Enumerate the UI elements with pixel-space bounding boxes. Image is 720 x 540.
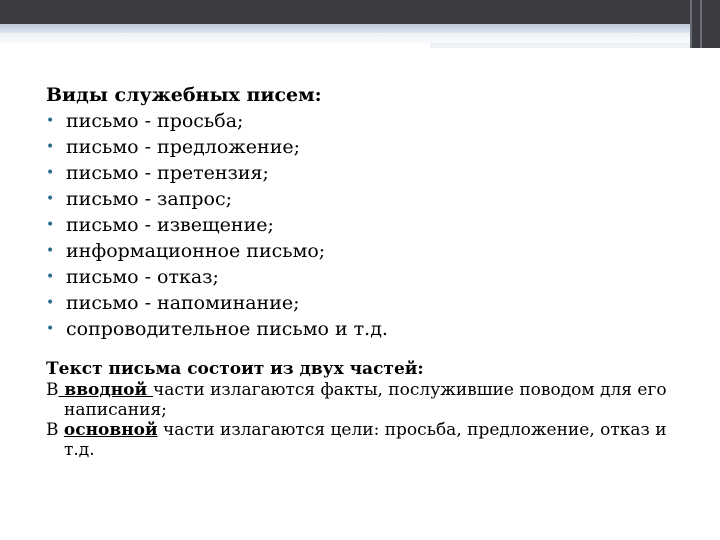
bullet-icon: • bbox=[46, 321, 55, 337]
bullet-icon: • bbox=[46, 191, 55, 207]
bullet-icon: • bbox=[46, 113, 55, 129]
intro-term: вводной bbox=[58, 380, 154, 400]
list-item-text: письмо - просьба; bbox=[66, 110, 244, 132]
bullet-icon: • bbox=[46, 295, 55, 311]
list-item-text: письмо - отказ; bbox=[66, 266, 219, 288]
header-stripe bbox=[0, 24, 720, 33]
list-item bbox=[46, 238, 696, 264]
letter-types-heading: Виды служебных писем: bbox=[46, 84, 322, 106]
intro-prefix: В bbox=[46, 380, 59, 400]
list-item bbox=[46, 212, 696, 238]
list-item-text: письмо - предложение; bbox=[66, 136, 301, 158]
main-term: основной bbox=[63, 420, 158, 440]
slide-content bbox=[46, 82, 696, 460]
list-item-text: письмо - претензия; bbox=[66, 162, 269, 184]
corner-decoration bbox=[690, 0, 720, 48]
bullet-icon: • bbox=[46, 243, 55, 259]
intro-text: части излагаются факты, послужившие поводом для его написания; bbox=[64, 380, 667, 420]
list-item bbox=[46, 290, 696, 316]
list-item-text: письмо - извещение; bbox=[66, 214, 274, 236]
letter-structure bbox=[46, 358, 696, 460]
letter-types-list bbox=[46, 108, 696, 342]
bullet-icon: • bbox=[46, 139, 55, 155]
list-item bbox=[46, 108, 696, 134]
bullet-icon: • bbox=[46, 269, 55, 285]
header-stripe bbox=[430, 43, 720, 48]
list-item bbox=[46, 160, 696, 186]
list-item bbox=[46, 134, 696, 160]
main-part-paragraph bbox=[46, 420, 696, 460]
bullet-icon: • bbox=[46, 217, 55, 233]
structure-heading: Текст письма состоит из двух частей: bbox=[46, 359, 424, 379]
list-item-text: сопроводительное письмо и т.д. bbox=[66, 318, 388, 340]
intro-part-paragraph bbox=[46, 380, 696, 420]
list-item-text: письмо - запрос; bbox=[66, 188, 233, 210]
header-stripe bbox=[0, 33, 720, 43]
list-item bbox=[46, 186, 696, 212]
header-band bbox=[0, 0, 720, 24]
main-text: части излагаются цели: просьба, предложение, отказ и т.д. bbox=[64, 420, 667, 460]
list-item-text: письмо - напоминание; bbox=[66, 292, 300, 314]
list-item-text: информационное письмо; bbox=[66, 240, 326, 262]
bullet-icon: • bbox=[46, 165, 55, 181]
main-prefix: В bbox=[46, 420, 64, 440]
list-item bbox=[46, 264, 696, 290]
list-item bbox=[46, 316, 696, 342]
